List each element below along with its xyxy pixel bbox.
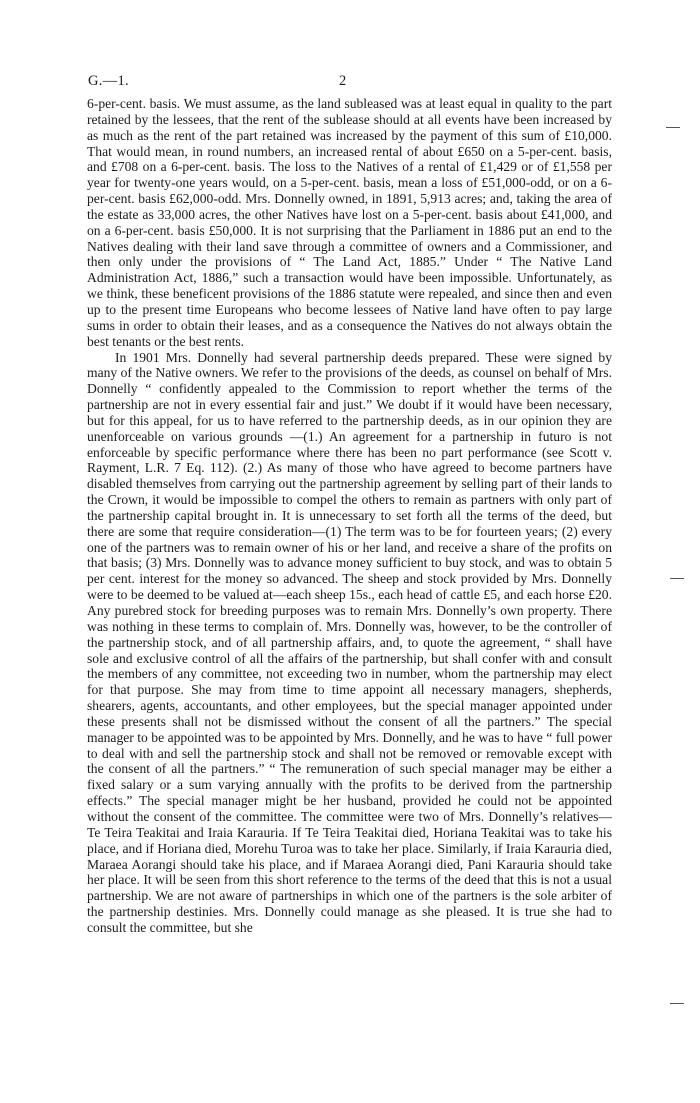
margin-mark [670, 1003, 684, 1004]
margin-mark [670, 578, 684, 579]
paragraph: In 1901 Mrs. Donnelly had several partnership deeds prepared. These were signed by many of the Native owners. We refer to the provisions of the deeds, as counsel on behalf of Mrs. Donnelly “ confidently appealed to the Commission to report whether the terms of the partnership are not in every essential fair and just.” We doubt if it would have been necessary, but for this appeal, for us to have referred to the partnership deeds, as in our opinion they are unenforceable on various grounds —(1.) An agreement for a partnership in futuro is not enforceable by specific performance where there has been no part performance (see Scott v. Rayment, L.R. 7 Eq. 112). (2.) As many of those who have agreed to become partners have disabled themselves from carrying out the partnership agreement by selling part of their lands to the Crown, it would be impossible to compel the others to remain as partners with only part of the partnership capital brought in. It is unnecessary to set forth all the terms of the deed, but there are some that require consideration—(1) The term was to be for fourteen years; (2) every one of the partners was to remain owner of his or her land, and receive a share of the profits on that basis; (3) Mrs. Donnelly was to advance money sufficient to buy stock, and was to obtain 5 per cent. interest for the money so advanced. The sheep and stock provided by Mrs. Donnelly were to be deemed to be valued at—each sheep 15s., each head of cattle £5, and each horse £20. Any purebred stock for breeding purposes was to remain Mrs. Donnelly’s own property. There was nothing in these terms to complain of. Mrs. Donnelly was, however, to be the controller of the partnership stock, and of all partnership affairs, and, to quote the agreement, “ shall have sole and exclusive control of all the affairs of the partnership, but shall confer with and consult the members of any committee, not exceeding two in number, whom the partnership may elect for that purpose. She may from time to time appoint all necessary managers, shepherds, shearers, agents, accountants, and other employees, but the special manager appointed under these presents shall not be dismissed without the consent of all the partners.” The special manager to be appointed was to be appointed by Mrs. Donnelly, and he was to have “ full power to deal with and sell the partnership stock and shall not be removed or removable except with the consent of all the partners.” “ The remuneration of such special manager may be either a fixed salary or a sum varying annually with the profits to be derived from the partnership effects.” The special manager might be her husband, provided he could not be appointed without the consent of the committee. The committee were two of Mrs. Donnelly’s relatives—Te Teira Teakitai and Iraia Karauria. If Te Teira Teakitai died, Horiana Teakitai was to take his place, and if Horiana died, Morehu Turoa was to take her place. Similarly, if Iraia Karauria died, Maraea Aorangi should take his place, and if Maraea Aorangi died, Pani Karauria should take her place. It will be seen from this short reference to the terms of the deed that this is not a usual partnership. We are not aware of partnerships in which one of the partners is the sole arbiter of the partnership destinies. Mrs. Donnelly could manage as she pleased. It is true she had to consult the committee, but she [87, 349, 612, 935]
document-reference: G.—1. [88, 73, 129, 89]
margin-mark [666, 127, 680, 128]
paragraph: 6-per-cent. basis. We must assume, as the land subleased was at least equal in quality to the part retained by the lessees, that the rent of the sublease should at all events have been increased by as much as the rent of the part retained was increased by the payment of this sum of £10,000. That would mean, in round numbers, an increased rental of about £650 on a 5-per-cent. basis, and £708 on a 6-per-cent. basis. The loss to the Natives of a rental of £1,429 or of £1,558 per year for twenty-one years would, on a 5-per-cent. basis, mean a loss of £51,000-odd, or on a 6-per-cent. basis £62,000-odd. Mrs. Donnelly owned, in 1891, 5,913 acres; and, taking the area of the estate as 33,000 acres, the other Natives have lost on a 5-per-cent. basis about £41,000, and on a 6-per-cent. basis £50,000. It is not surprising that the Parliament in 1886 put an end to the Natives dealing with their land save through a committee of owners and a Commissioner, and then only under the provisions of “ The Land Act, 1885.” Under “ The Native Land Administration Act, 1886,” such a transaction would have been impossible. Unfortunately, as we think, these beneficent provisions of the 1886 statute were repealed, and since then and even up to the present time Europeans who become lessees of Native land have often to pay large sums in order to obtain their leases, and as a consequence the Natives do not always obtain the best tenants or the best rents. [87, 96, 612, 349]
page-number: 2 [339, 73, 347, 89]
body-text [87, 96, 612, 936]
page-header [88, 73, 611, 93]
